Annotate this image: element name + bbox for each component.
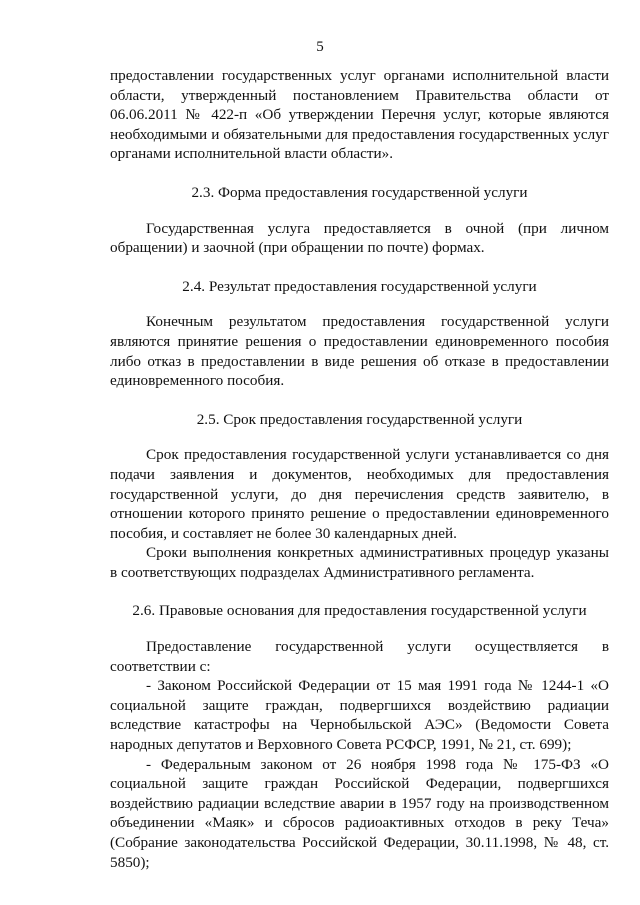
section-heading-2-3: 2.3. Форма предоставления государственной услуги xyxy=(191,183,528,201)
paragraph-continuation: предоставлении государственных услуг органами исполнительной власти области, утвержденный постановлением Правительства области от 06.06.2011 № 422-п «Об утверждении Перечня услуг, которые являются необходимыми и обязательными для предоставления государственных услуг органами исполнительной власти области». xyxy=(110,67,609,163)
paragraph-2-6-intro: Предоставление государственной услуги осуществляется в соответствии с: xyxy=(110,638,609,675)
section-heading-2-4: 2.4. Результат предоставления государственной услуги xyxy=(182,277,537,295)
paragraph-2-3: Государственная услуга предоставляется в очной (при личном обращении) и заочной (при обращении по почте) формах. xyxy=(110,219,609,257)
paragraph-2-4: Конечным результатом предоставления государственной услуги являются принятие решения о предоставлении единовременного пособия либо отказ в предоставлении в виде решения об отказе в предоставлении единовременного пособия. xyxy=(110,313,609,390)
page-number: 5 xyxy=(316,39,324,55)
paragraph-2-5-procedures: Сроки выполнения конкретных административных процедур указаны в соответствующих подразделах Административного регламента. xyxy=(110,544,609,581)
list-item-law-1244-1: - Законом Российской Федерации от 15 мая 1991 года № 1244-1 «О социальной защите граждан, подвергшихся воздействию радиации вследствие катастрофы на Чернобыльской АЭС» (Ведомости Совета народных депутатов и Верховного Совета РСФСР, 1991, № 21, ст. 699); xyxy=(110,677,609,754)
section-heading-2-5: 2.5. Срок предоставления государственной услуги xyxy=(196,410,523,428)
paragraph-2-5-deadline: Срок предоставления государственной услуги устанавливается со дня подачи заявления и документов, необходимых для предоставления государственной услуги, до дня перечисления средств заявителю, в отношении которого принято решение о предоставлении единовременного пособия, и составляет не более 30 календарных дней. xyxy=(110,446,609,542)
document-body xyxy=(110,66,609,872)
list-item-law-175-fz: - Федеральным законом от 26 ноября 1998 года № 175-ФЗ «О социальной защите граждан Российской Федерации, подвергшихся воздействию радиации вследствие аварии в 1957 году на производственном объединении «Маяк» и сбросов радиоактивных отходов в реку Теча» (Собрание законодательства Российской Федерации, 30.11.1998, № 48, ст. 5850); xyxy=(110,755,609,871)
section-heading-2-6: 2.6. Правовые основания для предоставления государственной услуги xyxy=(132,602,587,620)
